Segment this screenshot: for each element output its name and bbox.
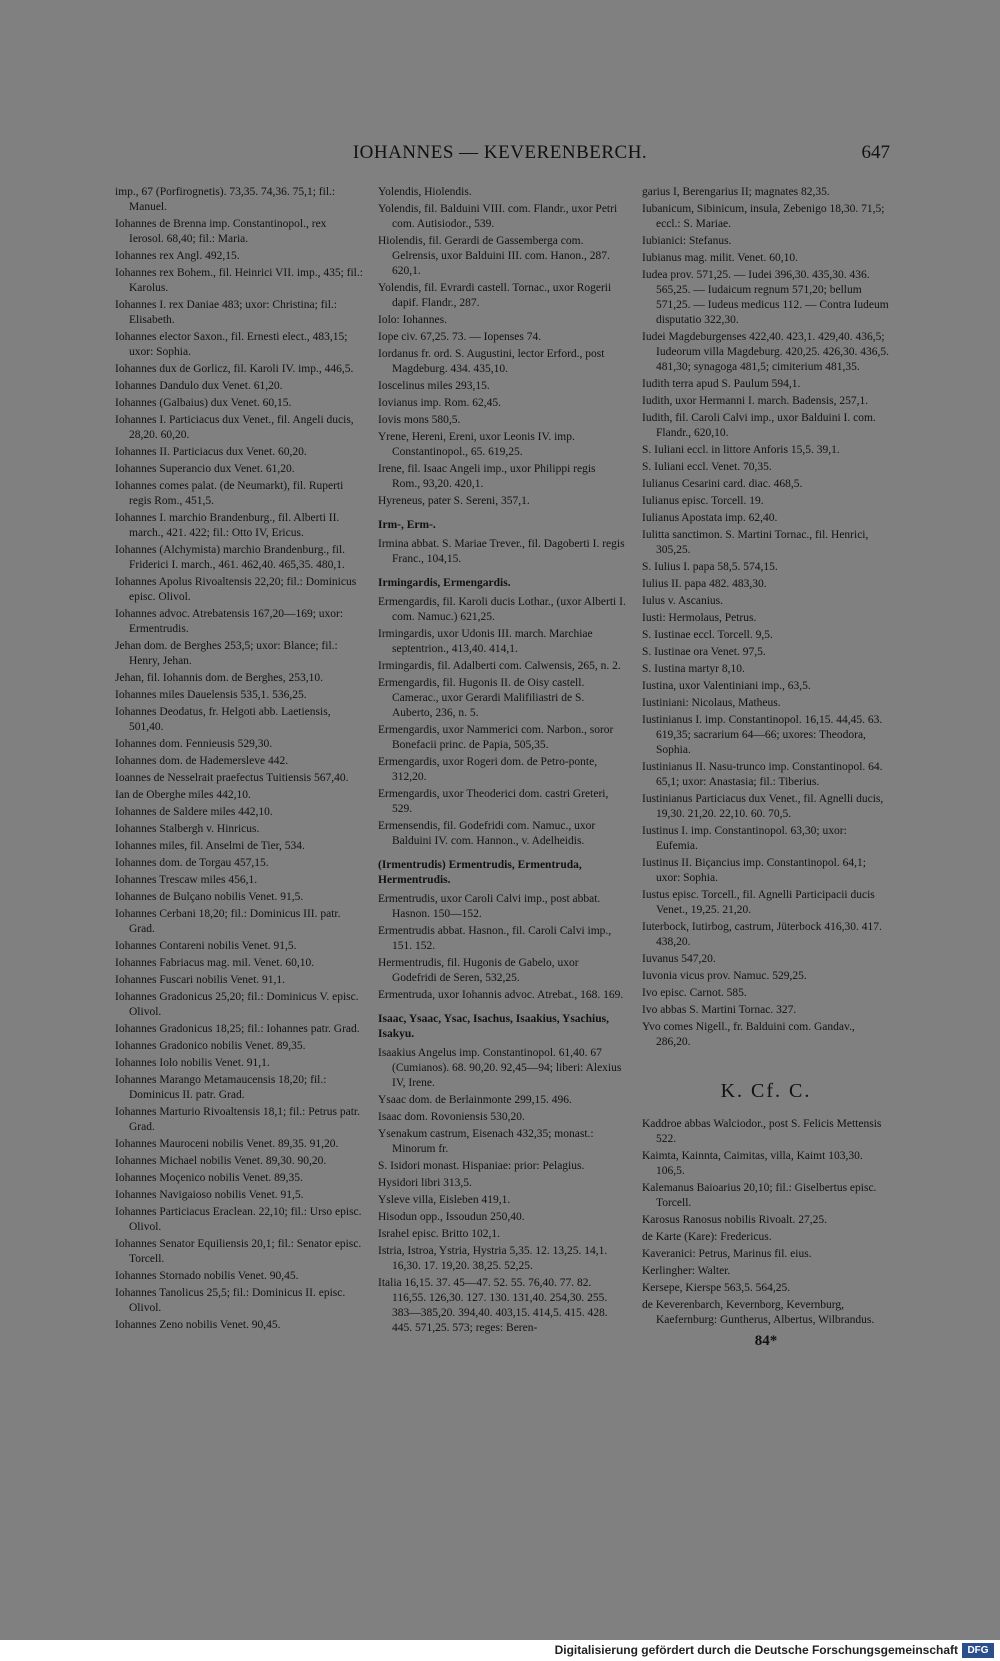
funding-notice: Digitalisierung gefördert durch die Deutsche Forschungsgemeinschaft <box>554 1643 958 1657</box>
index-entry: Kerlingher: Walter. <box>642 1265 731 1277</box>
index-entry: Karosus Ranosus nobilis Rivoalt. 27,25. <box>642 1214 827 1226</box>
index-entry: Iudea prov. 571,25. — Iudei 396,30. 435,30. 436. 565,25. — Iudaicum regnum 571,20; bellum 571,25. — Iudeus medicus 112. — Contra Iudeum disputatio 322,30. <box>642 269 889 326</box>
letter-heading: K. Cf. C. <box>720 1080 812 1102</box>
index-entry: Iohannes Mauroceni nobilis Venet. 89,35. 91,20. <box>115 1138 339 1150</box>
section-heading: Irm-, Erm-. <box>378 519 436 531</box>
index-entry: Iohannes Marango Metamaucensis 18,20; fil.: Dominicus II. patr. Grad. <box>115 1074 327 1101</box>
running-title: IOHANNES — KEVERENBERCH. <box>352 142 648 163</box>
index-entry: garius I, Berengarius II; magnates 82,35. <box>642 186 830 198</box>
section-heading: Isaac, Ysaac, Ysac, Isachus, Isaakius, Ysachius, Isakyu. <box>378 1013 609 1040</box>
index-entry: S. Iuliani eccl. in littore Anforis 15,5. 39,1. <box>642 444 840 456</box>
index-entry: Iohannes Moçenico nobilis Venet. 89,35. <box>115 1172 303 1184</box>
index-entry: Iustinianus Particiacus dux Venet., fil. Agnelli ducis, 19,30. 21,20. 22,10. 60. 70,5. <box>642 793 884 820</box>
page-header <box>0 142 1000 172</box>
index-entry: Iohannes Stornado nobilis Venet. 90,45. <box>115 1270 299 1282</box>
index-entry: Ivo episc. Carnot. 585. <box>642 987 747 999</box>
index-entry: Irene, fil. Isaac Angeli imp., uxor Philippi regis Rom., 93,20. 420,1. <box>378 463 596 490</box>
index-entry: Iovis mons 580,5. <box>378 414 461 426</box>
index-entry: Ysaac dom. de Berlainmonte 299,15. 496. <box>378 1094 572 1106</box>
index-entry: Iohannes Superancio dux Venet. 61,20. <box>115 463 295 475</box>
index-entry: Iohannes (Alchymista) marchio Brandenburg., fil. Friderici I. march., 461. 462,40. 465,35. 480,1. <box>115 544 346 571</box>
index-entry: Yolendis, Hiolendis. <box>378 186 472 198</box>
index-entry: Istria, Istroa, Ystria, Hystria 5,35. 12. 13,25. 14,1. 16,30. 17. 19,20. 38,25. 52,25. <box>378 1245 608 1272</box>
index-entry: S. Iustinae ora Venet. 97,5. <box>642 646 766 658</box>
index-entry: Hisodun opp., Issoudun 250,40. <box>378 1211 525 1223</box>
index-entry: Ivo abbas S. Martini Tornac. 327. <box>642 1004 797 1016</box>
index-entry: Iohannes rex Bohem., fil. Heinrici VII. imp., 435; fil.: Karolus. <box>115 267 363 294</box>
index-entry: Iohannes I. Particiacus dux Venet., fil. Angeli ducis, 28,20. 60,20. <box>115 414 354 441</box>
index-entry: Iohannes Contareni nobilis Venet. 91,5. <box>115 940 297 952</box>
index-entry: Ermentrudis abbat. Hasnon., fil. Caroli Calvi imp., 151. 152. <box>378 925 612 952</box>
index-entry: Iulus v. Ascanius. <box>642 595 724 607</box>
section-heading: (Irmentrudis) Ermentrudis, Ermentruda, Hermentrudis. <box>378 859 582 886</box>
index-entry: Iohannes miles, fil. Anselmi de Tier, 534. <box>115 840 305 852</box>
index-entry: Iohannes I. marchio Brandenburg., fil. Alberti II. march., 421. 422; fil.: Otto IV, Ericus. <box>115 512 340 539</box>
index-entry: Israhel episc. Britto 102,1. <box>378 1228 501 1240</box>
index-entry: Iustiniani: Nicolaus, Matheus. <box>642 697 781 709</box>
index-entry: Iohannes I. rex Daniae 483; uxor: Christina; fil.: Elisabeth. <box>115 299 337 326</box>
index-entry: S. Isidori monast. Hispaniae: prior: Pelagius. <box>378 1160 585 1172</box>
index-entry: Iohannes Michael nobilis Venet. 89,30. 90,20. <box>115 1155 327 1167</box>
index-entry: Iohannes Navigaioso nobilis Venet. 91,5. <box>115 1189 304 1201</box>
index-column-1 <box>115 185 363 1335</box>
index-entry: de Keverenbarch, Kevernborg, Kevernburg, Kaefernburg: Guntherus, Albertus, Wilbrandus. <box>642 1299 875 1326</box>
index-entry: Iohannes de Saldere miles 442,10. <box>115 806 273 818</box>
index-entry: Iohannes advoc. Atrebatensis 167,20—169; uxor: Ermentrudis. <box>115 608 344 635</box>
footer-bar <box>0 1640 1000 1661</box>
index-entry: Iohannes Senator Equiliensis 20,1; fil.: Senator episc. Torcell. <box>115 1238 362 1265</box>
index-entry: Iudith terra apud S. Paulum 594,1. <box>642 378 801 390</box>
index-entry: S. Iustina martyr 8,10. <box>642 663 745 675</box>
signature-mark: 84* <box>754 1333 778 1349</box>
index-entry: Kersepe, Kierspe 563,5. 564,25. <box>642 1282 791 1294</box>
index-entry: Iohannes Particiacus Eraclean. 22,10; fil.: Urso episc. Olivol. <box>115 1206 362 1233</box>
section-heading: Irmingardis, Ermengardis. <box>378 577 511 589</box>
index-entry: Isaac dom. Rovoniensis 530,20. <box>378 1111 525 1123</box>
index-entry: Iulianus episc. Torcell. 19. <box>642 495 764 507</box>
index-entry: Yvo comes Nigell., fr. Balduini com. Gandav., 286,20. <box>642 1021 855 1048</box>
index-entry: Irmingardis, fil. Adalberti com. Calwensis, 265, n. 2. <box>378 660 621 672</box>
index-entry: Iohannes II. Particiacus dux Venet. 60,20. <box>115 446 307 458</box>
index-entry: Iohannes dux de Gorlicz, fil. Karoli IV. imp., 446,5. <box>115 363 354 375</box>
index-entry: Yolendis, fil. Balduini VIII. com. Flandr., uxor Petri com. Autisiodor., 539. <box>378 203 618 230</box>
index-entry: Iudith, fil. Caroli Calvi imp., uxor Balduini I. com. Flandr., 620,10. <box>642 412 876 439</box>
index-entry: Ysleve villa, Eisleben 419,1. <box>378 1194 511 1206</box>
index-entry: Kaveranici: Petrus, Marinus fil. eius. <box>642 1248 812 1260</box>
index-entry: Italia 16,15. 37. 45—47. 52. 55. 76,40. 77. 82. 116,55. 126,30. 127. 130. 131,40. 254,30. 255. 383—385,20. 394,40. 403,15. 414,5. 415. 428. 445. 571,25. 573; reges: Beren- <box>378 1277 608 1334</box>
index-entry: Iohannes Gradonico nobilis Venet. 89,35. <box>115 1040 306 1052</box>
index-entry: Iohannes dom. de Hademersleve 442. <box>115 755 289 767</box>
index-entry: Iohannes dom. de Torgau 457,15. <box>115 857 269 869</box>
index-entry: de Karte (Kare): Fredericus. <box>642 1231 772 1243</box>
index-entry: Iusti: Hermolaus, Petrus. <box>642 612 757 624</box>
index-entry: S. Iustinae eccl. Torcell. 9,5. <box>642 629 773 641</box>
index-entry: imp., 67 (Porfirognetis). 73,35. 74,36. 75,1; fil.: Manuel. <box>115 186 336 213</box>
index-entry: Iohannes Iolo nobilis Venet. 91,1. <box>115 1057 270 1069</box>
index-entry: Iohannes Trescaw miles 456,1. <box>115 874 258 886</box>
index-entry: Hiolendis, fil. Gerardi de Gassemberga com. Gelrensis, uxor Balduini III. com. Hanon., 287. 620,1. <box>378 235 610 277</box>
index-entry: Ysenakum castrum, Eisenach 432,35; monast.: Minorum fr. <box>378 1128 594 1155</box>
index-entry: Ioannes de Nesselrait praefectus Tuitiensis 567,40. <box>115 772 349 784</box>
index-entry: Isaakius Angelus imp. Constantinopol. 61,40. 67 (Cumianos). 68. 90,20. 92,45—94; liberi: Alexius IV, Irene. <box>378 1047 622 1089</box>
index-entry: Kalemanus Baioarius 20,10; fil.: Giselbertus episc. Torcell. <box>642 1182 877 1209</box>
index-entry: Ermentruda, uxor Iohannis advoc. Atrebat., 168. 169. <box>378 989 624 1001</box>
index-entry: Iohannes Deodatus, fr. Helgoti abb. Laetiensis, 501,40. <box>115 706 331 733</box>
index-entry: Iubianus mag. milit. Venet. 60,10. <box>642 252 798 264</box>
index-entry: Iohannes rex Angl. 492,15. <box>115 250 240 262</box>
index-entry: Iulius II. papa 482. 483,30. <box>642 578 767 590</box>
page-number: 647 <box>861 142 890 163</box>
index-entry: Iohannes de Bulçano nobilis Venet. 91,5. <box>115 891 304 903</box>
index-entry: Jehan dom. de Berghes 253,5; uxor: Blance; fil.: Henry, Jehan. <box>115 640 338 667</box>
index-entry: Iohannes (Galbaius) dux Venet. 60,15. <box>115 397 292 409</box>
index-entry: Iuterbock, Iutirbog, castrum, Jüterbock 416,30. 417. 438,20. <box>642 921 882 948</box>
index-entry: Jehan, fil. Iohannis dom. de Berghes, 253,10. <box>115 672 324 684</box>
index-entry: Ermengardis, uxor Nammerici com. Narbon., soror Bonefacii princ. de Papia, 505,35. <box>378 724 614 751</box>
index-entry: Iohannes Zeno nobilis Venet. 90,45. <box>115 1319 281 1331</box>
index-entry: Iulitta sanctimon. S. Martini Tornac., fil. Henrici, 305,25. <box>642 529 869 556</box>
index-entry: Iudei Magdeburgenses 422,40. 423,1. 429,40. 436,5; Iudeorum villa Magdeburg. 420,25. 426,30. 436,5. 481,30; synagoga 481,5; cimiterium 481,35. <box>642 331 889 373</box>
index-entry: Yrene, Hereni, Ereni, uxor Leonis IV. imp. Constantinopol., 65. 619,25. <box>378 431 575 458</box>
index-entry: Hyreneus, pater S. Sereni, 357,1. <box>378 495 530 507</box>
index-entry: Iohannes Gradonicus 18,25; fil.: Iohannes patr. Grad. <box>115 1023 360 1035</box>
index-entry: Iohannes comes palat. (de Neumarkt), fil. Ruperti regis Rom., 451,5. <box>115 480 344 507</box>
dfg-logo: DFG <box>962 1643 994 1658</box>
index-entry: Ioscelinus miles 293,15. <box>378 380 490 392</box>
index-entry: Iohannes de Brenna imp. Constantinopol., rex Ierosol. 68,40; fil.: Maria. <box>115 218 327 245</box>
index-entry: Iohannes Marturio Rivoaltensis 18,1; fil.: Petrus patr. Grad. <box>115 1106 360 1133</box>
index-entry: Iohannes miles Dauelensis 535,1. 536,25. <box>115 689 307 701</box>
index-entry: Irmina abbat. S. Mariae Trever., fil. Dagoberti I. regis Franc., 104,15. <box>378 538 625 565</box>
index-entry: Kaddroe abbas Walciodor., post S. Felicis Mettensis 522. <box>642 1118 882 1145</box>
index-entry: Iordanus fr. ord. S. Augustini, lector Erford., post Magdeburg. 434. 435,10. <box>378 348 605 375</box>
index-entry: Iohannes Cerbani 18,20; fil.: Dominicus III. patr. Grad. <box>115 908 341 935</box>
index-entry: Ermentrudis, uxor Caroli Calvi imp., post abbat. Hasnon. 150—152. <box>378 893 601 920</box>
index-entry: Iohannes Apolus Rivoaltensis 22,20; fil.: Dominicus episc. Olivol. <box>115 576 357 603</box>
index-entry: Iuvonia vicus prov. Namuc. 529,25. <box>642 970 807 982</box>
index-entry: Iustinus II. Biçancius imp. Constantinopol. 64,1; uxor: Sophia. <box>642 857 866 884</box>
index-entry: Ermengardis, uxor Theoderici dom. castri Greteri, 529. <box>378 788 609 815</box>
index-entry: S. Iuliani eccl. Venet. 70,35. <box>642 461 772 473</box>
index-entry: Ermensendis, fil. Godefridi com. Namuc., uxor Balduini IV. com. Hannon., v. Adelheidis. <box>378 820 596 847</box>
index-entry: Kaimta, Kainnta, Caimitas, villa, Kaimt 103,30. 106,5. <box>642 1150 863 1177</box>
index-entry: Iohannes Gradonicus 25,20; fil.: Dominicus V. episc. Olivol. <box>115 991 359 1018</box>
index-entry: Iustus episc. Torcell., fil. Agnelli Participacii ducis Venet., 19,25. 21,20. <box>642 889 875 916</box>
index-entry: Iudith, uxor Hermanni I. march. Badensis, 257,1. <box>642 395 869 407</box>
index-entry: Ermengardis, fil. Karoli ducis Lothar., (uxor Alberti I. com. Namuc.) 621,25. <box>378 596 626 623</box>
index-column-2 <box>378 185 626 1338</box>
index-entry: Hermentrudis, fil. Hugonis de Gabelo, uxor Godefridi de Seren, 532,25. <box>378 957 579 984</box>
index-entry: Iohannes Tanolicus 25,5; fil.: Dominicus II. episc. Olivol. <box>115 1287 346 1314</box>
index-column-3 <box>642 185 890 1349</box>
index-entry: Ermengardis, fil. Hugonis II. de Oisy castell. Camerac., uxor Gerardi Malifiliastri de S. Auberto, 236, n. 5. <box>378 677 585 719</box>
index-entry: Iohannes Fuscari nobilis Venet. 91,1. <box>115 974 286 986</box>
index-entry: Iustina, uxor Valentiniani imp., 63,5. <box>642 680 811 692</box>
index-entry: Iuvanus 547,20. <box>642 953 716 965</box>
index-entry: Hysidori libri 313,5. <box>378 1177 472 1189</box>
index-entry: Iustinus I. imp. Constantinopol. 63,30; uxor: Eufemia. <box>642 825 847 852</box>
index-entry: Iulianus Cesarini card. diac. 468,5. <box>642 478 803 490</box>
index-entry: Iohannes elector Saxon., fil. Ernesti elect., 483,15; uxor: Sophia. <box>115 331 348 358</box>
index-entry: Iubanicum, Sibinicum, insula, Zebenigo 18,30. 71,5; eccl.: S. Mariae. <box>642 203 885 230</box>
index-entry: Iustinianus II. Nasu-trunco imp. Constantinopol. 64. 65,1; uxor: Anastasia; fil.: Tiberius. <box>642 761 883 788</box>
index-entry: Ermengardis, uxor Rogeri dom. de Petro-ponte, 312,20. <box>378 756 598 783</box>
index-entry: Iustinianus I. imp. Constantinopol. 16,15. 44,45. 63. 619,35; sacrarium 64—66; uxores: Theodora, Sophia. <box>642 714 883 756</box>
index-entry: Iohannes Fabriacus mag. mil. Venet. 60,10. <box>115 957 315 969</box>
index-entry: Iulianus Apostata imp. 62,40. <box>642 512 778 524</box>
index-entry: Iolo: Iohannes. <box>378 314 447 326</box>
index-entry: Iubianici: Stefanus. <box>642 235 732 247</box>
index-entry: Iohannes Dandulo dux Venet. 61,20. <box>115 380 283 392</box>
index-entry: Ian de Oberghe miles 442,10. <box>115 789 251 801</box>
index-entry: Irmingardis, uxor Udonis III. march. Marchiae septentrion., 413,40. 414,1. <box>378 628 593 655</box>
index-entry: Iope civ. 67,25. 73. — Iopenses 74. <box>378 331 542 343</box>
index-entry: Iovianus imp. Rom. 62,45. <box>378 397 501 409</box>
index-entry: S. Iulius I. papa 58,5. 574,15. <box>642 561 778 573</box>
index-entry: Yolendis, fil. Evrardi castell. Tornac., uxor Rogerii dapif. Flandr., 287. <box>378 282 612 309</box>
index-entry: Iohannes Stalbergh v. Hinricus. <box>115 823 260 835</box>
index-entry: Iohannes dom. Fennieusis 529,30. <box>115 738 273 750</box>
